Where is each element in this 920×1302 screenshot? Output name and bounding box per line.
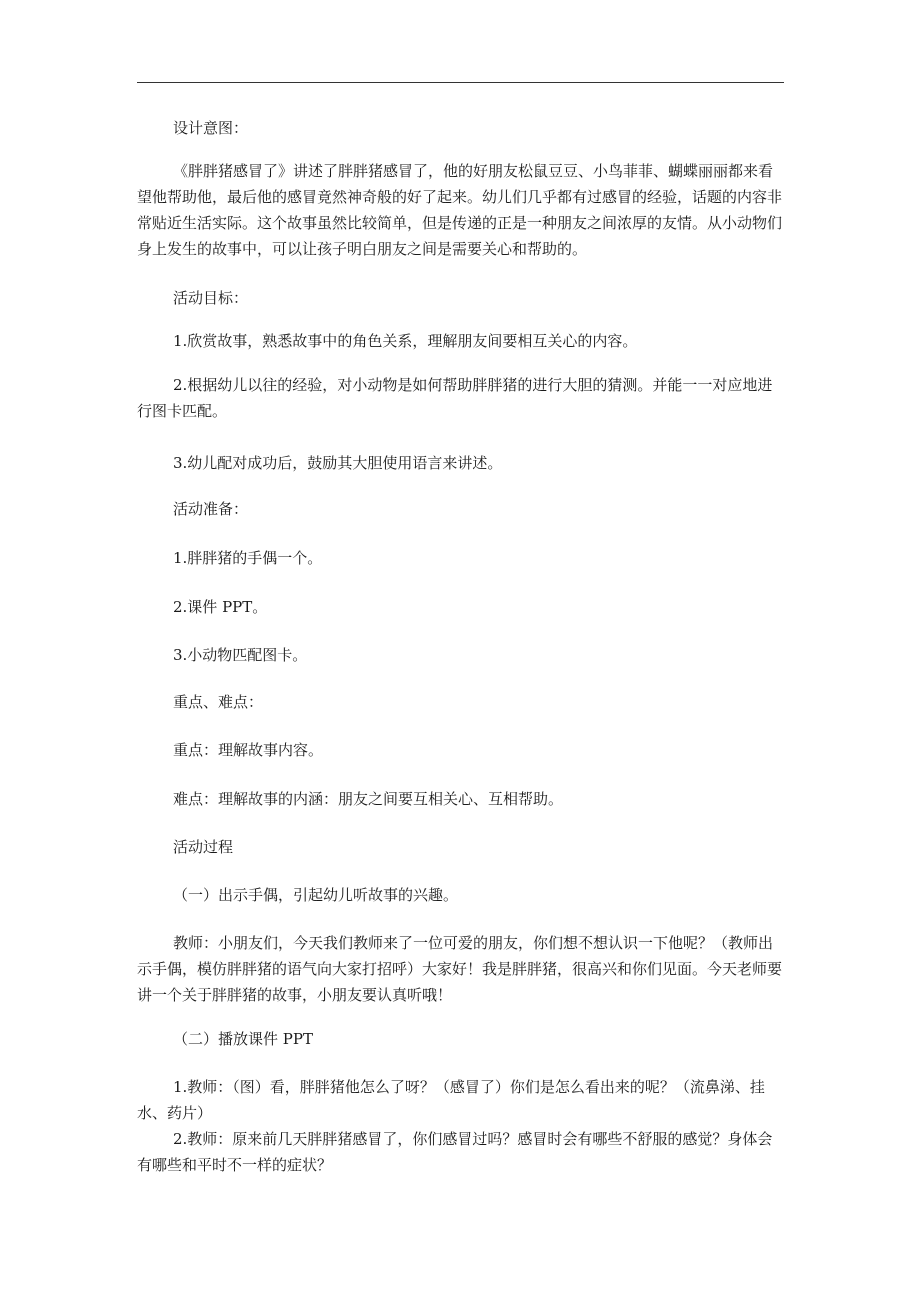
key-point-item: 重点：理解故事内容。	[173, 741, 324, 759]
process-step-1-paragraph: 教师：小朋友们，今天我们教师来了一位可爱的朋友，你们想不想认识一下他呢？（教师出示手偶，模仿胖胖猪的语气向大家打招呼）大家好！我是胖胖猪，很高兴和你们见面。今天老师要讲一个关于胖胖猪的故事，小朋友要认真听哦！	[137, 934, 783, 1004]
process-step-2-heading: （二）播放课件 PPT	[173, 1030, 313, 1048]
section-heading-preparation: 活动准备：	[173, 500, 249, 518]
header-rule	[137, 82, 784, 83]
section-heading-design-intent: 设计意图：	[173, 119, 249, 137]
process-step-1-heading: （一）出示手偶，引起幼儿听故事的兴趣。	[173, 886, 459, 904]
difficult-point-item: 难点：理解故事的内涵：朋友之间要互相关心、互相帮助。	[173, 790, 564, 808]
objective-item-3: 3.幼儿配对成功后，鼓励其大胆使用语言来讲述。	[173, 454, 503, 472]
section-heading-objectives: 活动目标：	[173, 289, 249, 307]
process-step-2-item-1: 1.教师：（图）看，胖胖猪他怎么了呀？（感冒了）你们是怎么看出来的呢？（流鼻涕、挂水、药片）	[137, 1078, 765, 1122]
paragraph-design-intent: 《胖胖猪感冒了》讲述了胖胖猪感冒了，他的好朋友松鼠豆豆、小鸟菲菲、蝴蝶丽丽都来看望他帮助他，最后他的感冒竟然神奇般的好了起来。幼儿们几乎都有过感冒的经验，话题的内容非常贴近生活实际。这个故事虽然比较简单，但是传递的正是一种朋友之间浓厚的友情。从小动物们身上发生的故事中，可以让孩子明白朋友之间是需要关心和帮助的。	[137, 162, 783, 258]
preparation-item-3: 3.小动物匹配图卡。	[173, 646, 308, 664]
preparation-item-2: 2.课件 PPT。	[173, 598, 268, 616]
section-heading-process: 活动过程	[173, 838, 234, 856]
preparation-item-1: 1.胖胖猪的手偶一个。	[173, 549, 323, 567]
objective-item-1: 1.欣赏故事，熟悉故事中的角色关系，理解朋友间要相互关心的内容。	[173, 332, 638, 350]
process-step-2-item-2: 2.教师：原来前几天胖胖猪感冒了，你们感冒过吗？感冒时会有哪些不舒服的感觉？身体会有哪些和平时不一样的症状？	[137, 1130, 773, 1174]
section-heading-key-points: 重点、难点：	[173, 693, 264, 711]
objective-item-2: 2.根据幼儿以往的经验，对小动物是如何帮助胖胖猪的进行大胆的猜测。并能一一对应地进行图卡匹配。	[137, 376, 773, 420]
